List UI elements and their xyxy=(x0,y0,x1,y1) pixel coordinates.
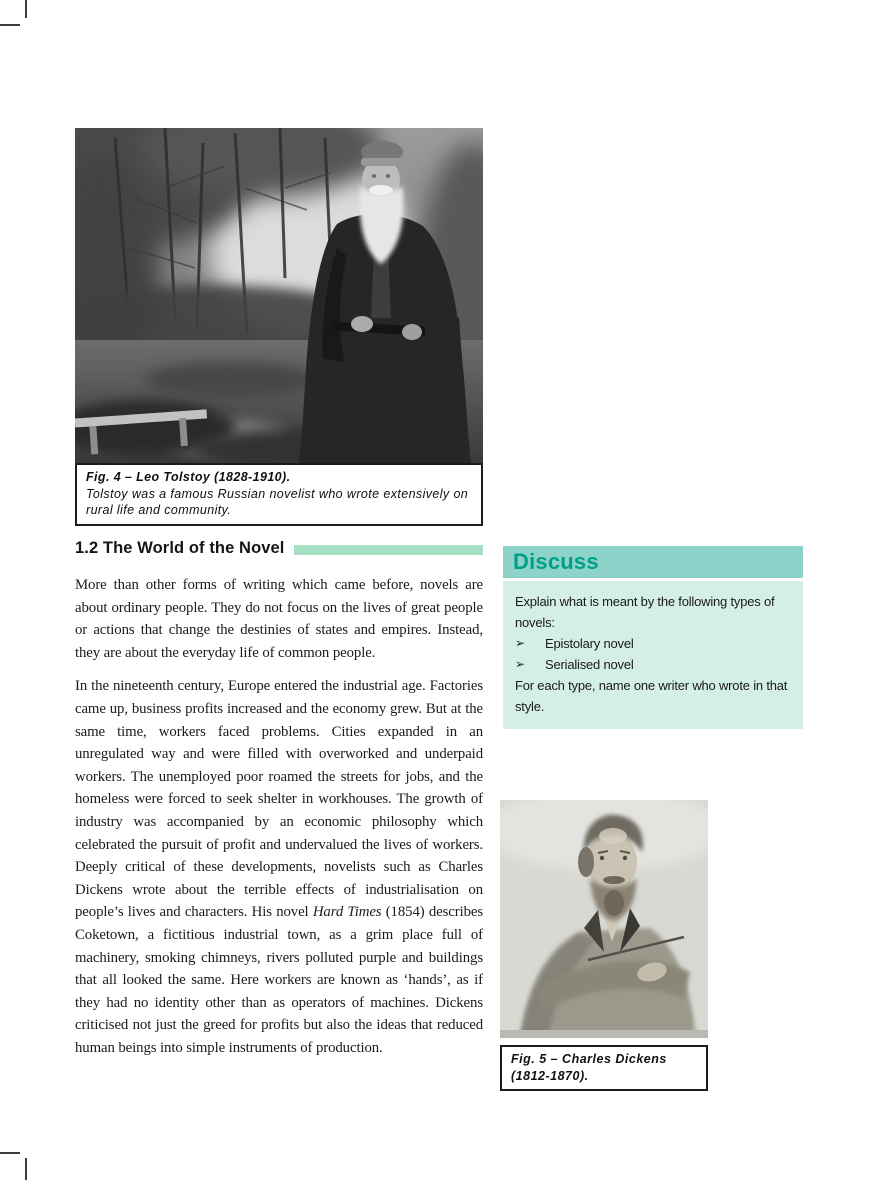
discuss-item-label: Serialised novel xyxy=(545,657,634,672)
crop-mark-bottom-horizontal xyxy=(0,1152,20,1154)
fig5-caption xyxy=(500,1045,708,1091)
crop-mark-top-vertical xyxy=(25,0,27,18)
section-world-of-the-novel xyxy=(75,539,483,1059)
fig4-caption-title: Fig. 4 – Leo Tolstoy (1828-1910). xyxy=(86,470,291,484)
figure-tolstoy xyxy=(75,128,483,526)
paragraph-1: More than other forms of writing which came before, novels are about ordinary people. They do not focus on the lives of great people or actions that change the destinies of states and empires. Instead, they are about the everyday life of common people. xyxy=(75,577,483,661)
discuss-box xyxy=(503,546,803,729)
discuss-body xyxy=(503,581,803,729)
paragraph-2-post: (1854) describes Coketown, a fictitious industrial town, as a grim place full of machinery, smoking chimneys, rivers polluted purple and buildings that all looked the same. Here workers are known as ‘hands’, as if they had no identity other than as operators of machines. Dickens criticised not just the greed for profits but also the ideas that reduced human beings into simple instruments of production. xyxy=(75,904,483,1056)
discuss-outro: For each type, name one writer who wrote in that style. xyxy=(515,678,788,714)
tolstoy-photo xyxy=(75,128,483,463)
list-item xyxy=(515,654,792,675)
discuss-intro: Explain what is meant by the following types of novels: xyxy=(515,594,775,630)
section-heading-row xyxy=(75,539,483,558)
fig4-caption-body: Tolstoy was a famous Russian novelist who wrote extensively on rural life and community. xyxy=(86,486,469,517)
fig4-caption xyxy=(75,463,483,526)
discuss-title: Discuss xyxy=(513,549,599,574)
dickens-photo xyxy=(500,800,708,1038)
arrowhead-bullet-icon: ➢ xyxy=(515,636,525,650)
discuss-header xyxy=(503,546,803,578)
crop-mark-bottom-vertical xyxy=(25,1158,27,1180)
paragraph-2 xyxy=(75,675,483,1059)
fig5-caption-line1: Fig. 5 – Charles Dickens xyxy=(511,1052,667,1066)
book-title-hard-times: Hard Times xyxy=(312,904,382,921)
discuss-item-label: Epistolary novel xyxy=(545,636,634,651)
arrowhead-bullet-icon: ➢ xyxy=(515,657,525,671)
fig5-caption-line2: (1812-1870). xyxy=(511,1068,589,1083)
heading-accent-bar xyxy=(294,545,484,555)
figure-dickens xyxy=(500,800,708,1091)
list-item xyxy=(515,633,792,654)
section-heading: 1.2 The World of the Novel xyxy=(75,539,285,557)
discuss-list xyxy=(515,633,792,675)
crop-mark-top-horizontal xyxy=(0,24,20,26)
paragraph-2-pre: In the nineteenth century, Europe entered the industrial age. Factories came up, business profits increased and the economy grew. But at the same time, workers faced problems. Cities expanded in an unregulated way and were filled with overworked and underpaid workers. The unemployed poor roamed the streets for jobs, and the homeless were forced to seek shelter in workhouses. The growth of industry was accompanied by an economic philosophy which celebrated the pursuit of profit and undervalued the lives of workers. Deeply critical of these developments, novelists such as Charles Dickens wrote about the terrible effects of industrialisation on people’s lives and characters. His novel xyxy=(75,678,483,921)
